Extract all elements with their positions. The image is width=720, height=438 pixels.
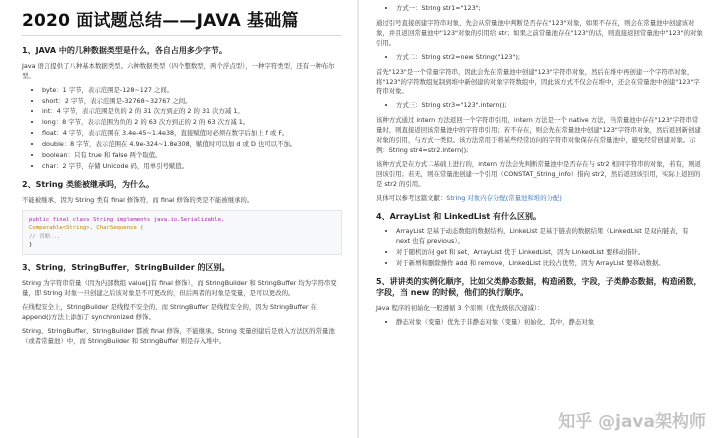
q1-heading: 1、JAVA 中的几种数据类型是什么，各自占用多少字节。 bbox=[22, 46, 227, 55]
list-item: • long：8 字节，表示范围为负的 2 的 63 次方到正的 2 的 63 次方减 1。 bbox=[42, 118, 342, 128]
list-item: • double：8 字节，表示范围在 4.9e-324~1.8e308，赋值时可以加 d 或 D 也可以不加。 bbox=[42, 140, 342, 150]
method-text: 通过引号直接创建字符串对象，先会从常量池中判断是否存在"123"对象，如果不存在，则会在常量池中创建该对象，并且返回常量池中"123"对象的引用给 str；如果之前常量池存在"123"的话，则直接返回常量池中"123"的对象引用。 bbox=[376, 18, 703, 47]
title-divider bbox=[22, 35, 342, 36]
q2-heading: 2、String 类能被继承吗，为什么。 bbox=[22, 180, 155, 190]
q5-list bbox=[376, 318, 704, 328]
q4-list bbox=[376, 227, 704, 269]
list-item: • int：4 字节，表示范围是负的 2 的 31 次方到正的 2 的 31 次方减 1。 bbox=[42, 107, 342, 117]
list-item: • byte：1 字节，表示范围是-128~127 之间。 bbox=[42, 86, 342, 96]
reference-line bbox=[376, 194, 704, 204]
method-label: • 方式二：String str2=new String("123"); bbox=[396, 53, 704, 63]
method-text: 首先"123"是一个常量字符串，因此会先在常量池中创建"123"字符串对象，然后在堆中再创建一个字符串对象，将"123"的字符数组复制到堆中新创建的对象字符数组中，因此该方式不仅会在堆中，还会在常量池中创建"123"字符串对象。 bbox=[376, 67, 700, 96]
page-divider bbox=[357, 0, 359, 438]
q2-text: 不能被继承，因为 String 类有 final 修饰符，而 final 修饰的类是不能被继承的。 bbox=[22, 195, 254, 204]
list-item: • 对于随机访问 get 和 set，ArrayList 优于 LinkedList，因为 LinkedList 要移动指针。 bbox=[396, 248, 704, 258]
method-list bbox=[376, 4, 704, 14]
method-list bbox=[376, 101, 704, 111]
list-item: • boolean：只有 true 和 false 两个取值。 bbox=[42, 151, 342, 161]
method-label: • 方式三：String str3="123".intern(); bbox=[396, 101, 704, 111]
q1-list bbox=[22, 86, 342, 172]
q5-text: Java 程序的初始化一般遵循 3 个原则（优先级依次递减）： bbox=[376, 303, 544, 312]
list-item: • short：2 字节，表示范围是-32768~32767 之间。 bbox=[42, 97, 342, 107]
method-text: 该种方式通过 intern 方法返回一个字符串引用，intern 方法是一个 native 方法，当常量池中存在"123"字符串常量时，则直接返回该常量池中的字符串引用；若不存在，则会先在常量池中创建"123"字符串对象，然后返回新创建对象的引用，与方式一类似。该方法常用于将某些经常访问的字符串对象保存在常量池中，避免经常创建对象。示例：String str4=str2.intern(); bbox=[376, 116, 701, 155]
watermark: 知乎 @java架构师 bbox=[558, 412, 706, 432]
q5-heading: 5、讲讲类的实例化顺序，比如父类静态数据，构造函数，字段，子类静态数据，构造函数，字段，当 new 的时候，他们的执行顺序。 bbox=[376, 277, 702, 297]
list-item: • 对于新增和删除操作 add 和 remove，LinkedList 比较占优势，因为 ArrayList 要移动数据。 bbox=[396, 259, 704, 269]
q3-paragraph: 在线程安全上，StringBuilder 是线程不安全的，而 StringBuffer 是线程安全的，因为 StringBuffer 在 append()方法上添加了 synchronized 修饰。 bbox=[22, 302, 317, 321]
method-label: • 方式一：String str1="123"; bbox=[396, 4, 704, 14]
list-item: • float：4 字节，表示范围在 3.4e-45~1.4e38，直接赋值时必须在数字后加上 f 或 F。 bbox=[42, 129, 342, 139]
code-line: public final class String implements java.io.Serializable, bbox=[29, 216, 225, 223]
method-list bbox=[376, 53, 704, 63]
method-text: 该种方式是在方式二基础上进行的，intern 方法会先判断常量池中是否存在与 str2 相同字符串的对象，若有，则返回该引用；若无，则在常量池创建一个引用（CONSTAT_String_info）指向 str2，然后返回该引用，实际上返回的是 str2 的引用。 bbox=[376, 159, 702, 188]
list-item: • ArrayList 是基于动态数组的数据结构，LinkeList 是基于链表的数据结果（LinkedList 是双向链表，有 next 也有 previous）。 bbox=[396, 227, 704, 247]
q3-paragraph: String、StringBuffer、StringBuilder 都被 final 修饰，不能继承。String 变量创建后是放入方法区的常量池（或者常量池）中，而 StringBuilder 和 StringBuffer 则是存入堆中。 bbox=[22, 326, 335, 345]
code-line: // 省略... bbox=[29, 233, 61, 240]
left-page bbox=[0, 0, 354, 438]
reference-prefix: 具体可以参考这篇文献： bbox=[376, 193, 447, 202]
q1-intro: Java 语言提供了八种基本数据类型。六种数据类型（四个整数型，两个浮点型），一种字符类型，还有一种布尔型。 bbox=[22, 61, 335, 80]
code-line: Comparable<String>, CharSequence { bbox=[29, 225, 144, 232]
q3-paragraph: String 为字符串常量（因为内部数组 value[]有 final 修饰），而 StringBuilder 和 StringBuffer 均为字符串变量，即 String 对象一旦创建之后该对象是不可更改的，但后两者的对象是变量，是可以更改的。 bbox=[22, 279, 337, 298]
q3-heading: 3、String，StringBuffer，StringBuilder 的区别。 bbox=[22, 263, 230, 273]
code-block bbox=[22, 210, 342, 256]
page-title: 2020 面试题总结——JAVA 基础篇 bbox=[22, 11, 299, 31]
right-page bbox=[362, 0, 716, 438]
list-item: • 静态对象（变量）优先于非静态对象（变量）初始化，其中，静态对象 bbox=[396, 318, 704, 328]
code-line: } bbox=[29, 241, 33, 248]
list-item: • char：2 字节，存储 Unicode 码，用单引号赋值。 bbox=[42, 162, 342, 172]
q4-heading: 4、ArrayList 和 LinkedList 有什么区别。 bbox=[376, 211, 542, 221]
reference-link[interactable]: String 对象内存分配(常量池和堆的分配) bbox=[446, 193, 562, 202]
